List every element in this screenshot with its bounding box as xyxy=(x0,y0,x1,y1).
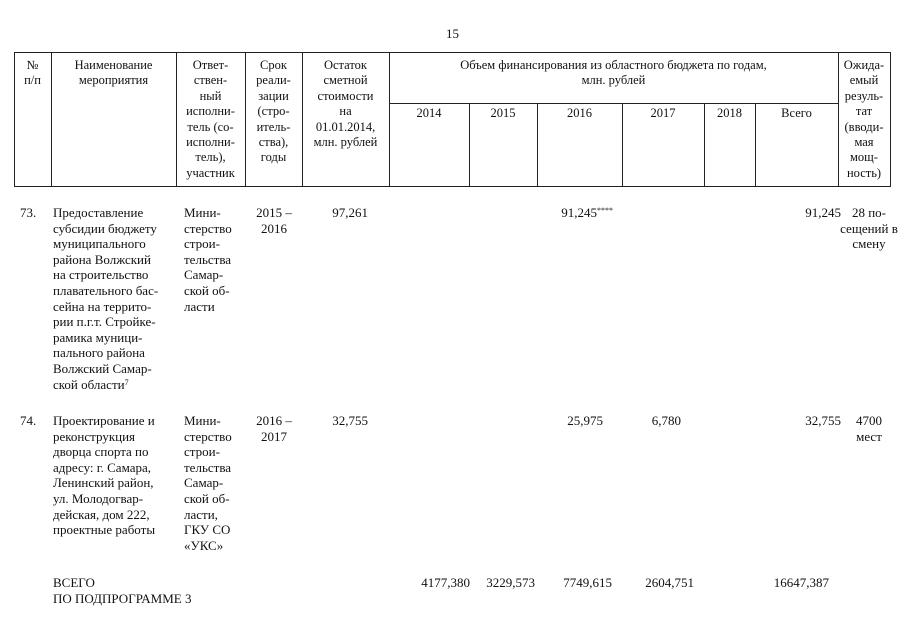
header-term: Срок реали- зации (стро- итель- ства), годы xyxy=(256,58,291,165)
row-remainder: 32,755 xyxy=(332,413,368,428)
page-number: 15 xyxy=(446,26,459,41)
summary-2014: 4177,380 xyxy=(421,575,470,590)
row-number: 73. xyxy=(20,205,37,220)
row-name-text: Предоставление субсидии бюджету муниципального района Волжский на строительство плавательного бас- сейна на террито- рии п.г.т. Стройке- рамика муници- пального района Волжский Самар- ской области xyxy=(53,205,159,392)
header-year-2015: 2015 xyxy=(490,106,516,120)
row-number: 74. xyxy=(20,413,37,428)
row-name: Проектирование и реконструкция дворца спорта по адресу: г. Самара, Ленинский район, ул. Молодогвар- дейская, дом 222, проектные работы xyxy=(53,413,156,538)
header-year-2014: 2014 xyxy=(416,106,442,120)
header-remainder: Остаток сметной стоимости на 01.01.2014, млн. рублей xyxy=(313,58,378,150)
summary-2016: 7749,615 xyxy=(563,575,612,590)
footnote-mark: **** xyxy=(597,206,613,215)
header-num: № п/п xyxy=(24,58,41,88)
table-top-border xyxy=(14,52,891,53)
table-right-border xyxy=(890,52,891,186)
summary-total: 16647,387 xyxy=(773,575,829,590)
header-year-2018: 2018 xyxy=(717,106,742,120)
row-term: 2016 – 2017 xyxy=(256,413,292,444)
row-term: 2015 – 2016 xyxy=(256,205,292,236)
header-year-2016: 2016 xyxy=(567,106,592,120)
row-total: 32,755 xyxy=(805,413,841,428)
row-name xyxy=(53,205,177,392)
row-2016-value: 91,245 xyxy=(561,205,597,220)
row-2017: 6,780 xyxy=(651,413,681,428)
row-2016: 25,975 xyxy=(567,413,603,428)
row-total: 91,245 xyxy=(805,205,841,220)
header-total: Всего xyxy=(781,106,812,120)
header-year-2017: 2017 xyxy=(650,106,676,120)
row-2016 xyxy=(561,205,613,221)
footnote-mark: 7 xyxy=(124,377,129,387)
summary-2015: 3229,573 xyxy=(486,575,535,590)
row-remainder: 97,261 xyxy=(332,205,368,220)
summary-label: ВСЕГО ПО ПОДПРОГРАММЕ 3 xyxy=(53,575,192,606)
summary-2017: 2604,751 xyxy=(645,575,694,590)
row-result: 28 по- сещений в смену xyxy=(840,205,898,252)
row-executor: Мини- стерство строи- тельства Самар- ской об- ласти, ГКУ СО «УКС» xyxy=(184,413,232,553)
header-funding: Объем финансирования из областного бюджета по годам, млн. рублей xyxy=(460,58,767,88)
header-result: Ожида- емый резуль- тат (вводи- мая мощ- ность) xyxy=(843,58,885,180)
header-executor: Ответ- ствен- ный исполни- тель (со- исполни- тель), участник xyxy=(186,58,235,180)
header-bottom-border xyxy=(14,186,891,187)
year-subheader-border xyxy=(389,103,838,104)
header-name: Наименование мероприятия xyxy=(74,58,153,88)
row-executor: Мини- стерство строи- тельства Самар- ской об- ласти xyxy=(184,205,232,314)
row-result: 4700 мест xyxy=(856,413,882,444)
